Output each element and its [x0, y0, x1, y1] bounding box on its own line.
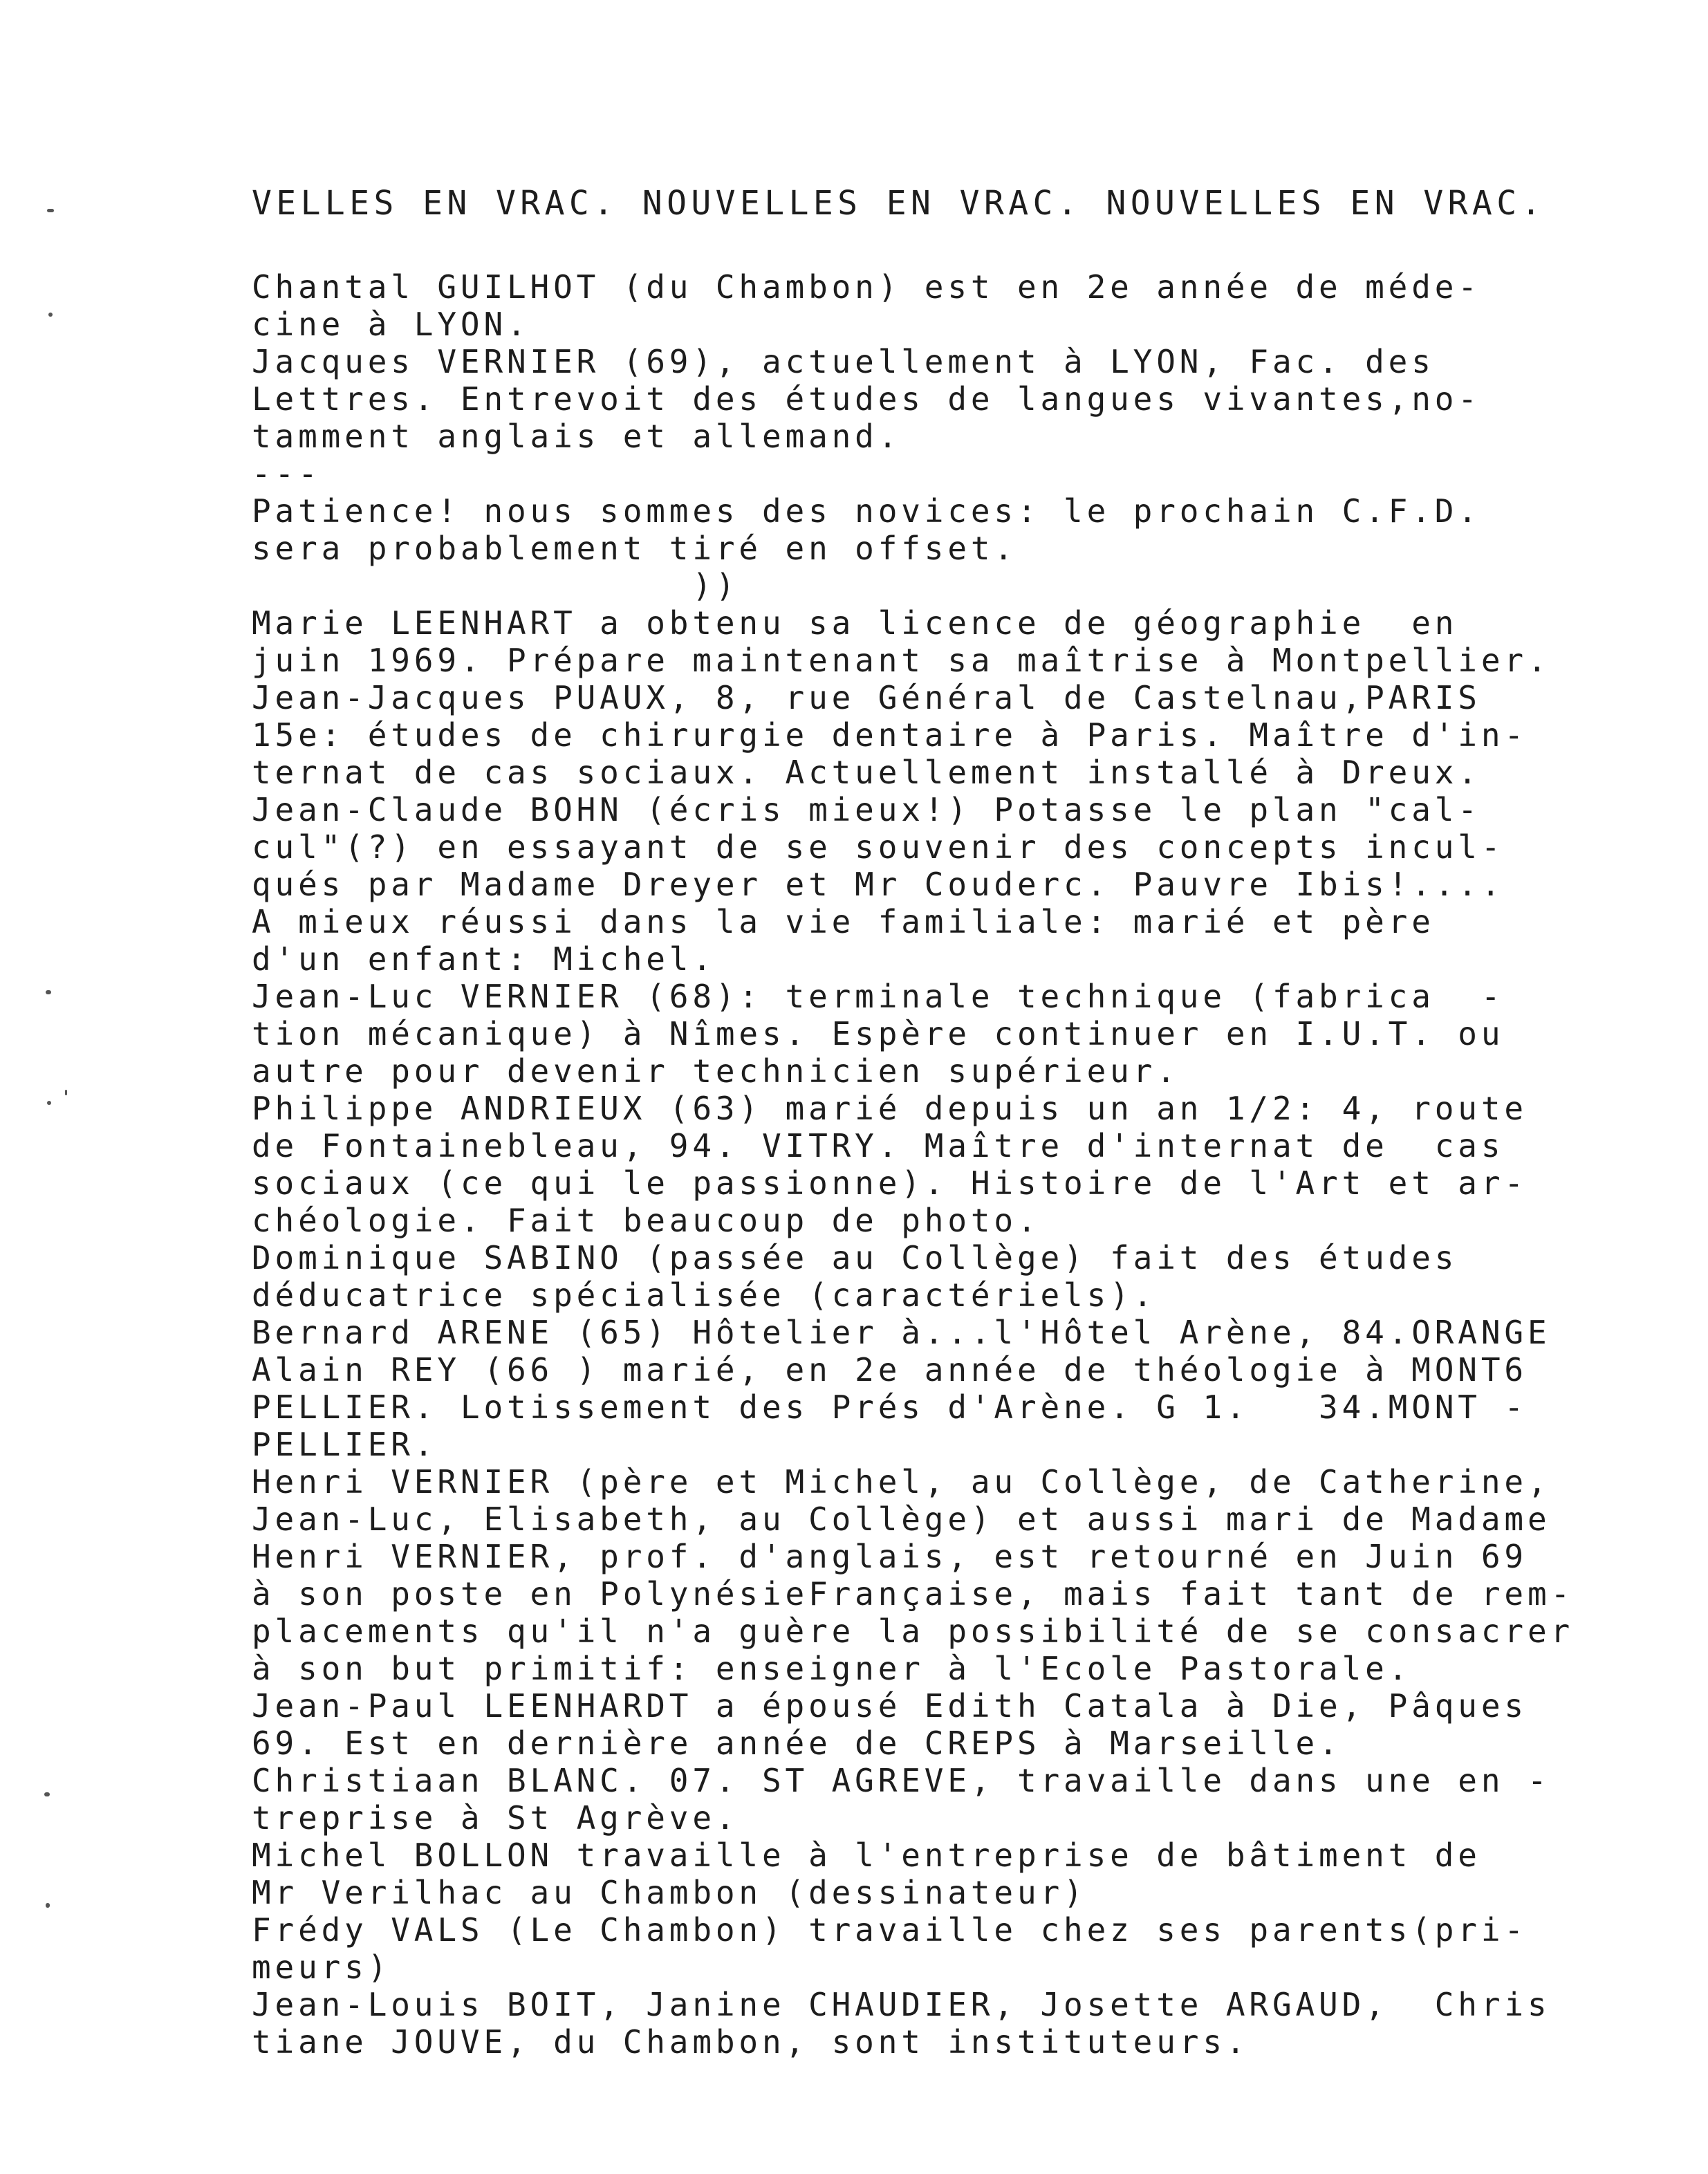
- text-line: de Fontainebleau, 94. VITRY. Maître d'internat de cas: [252, 1127, 1505, 1164]
- text-line: Chantal GUILHOT (du Chambon) est en 2e année de méde-: [252, 268, 1481, 306]
- text-line: placements qu'il n'a guère la possibilité de se consacrer: [252, 1613, 1575, 1650]
- text-line: Jacques VERNIER (69), actuellement à LYON, Fac. des: [252, 343, 1435, 380]
- text-line: 69. Est en dernière année de CREPS à Marseille.: [252, 1725, 1342, 1762]
- margin-speck: [47, 1101, 51, 1105]
- margin-speck: [47, 209, 54, 212]
- text-line: tiane JOUVE, du Chambon, sont instituteurs.: [252, 2023, 1250, 2061]
- text-line: 15e: études de chirurgie dentaire à Paris. Maître d'in-: [252, 716, 1528, 754]
- margin-speck: [46, 1903, 50, 1908]
- text-line: Philippe ANDRIEUX (63) marié depuis un an 1/2: 4, route: [252, 1090, 1528, 1127]
- text-line: Jean-Luc, Elisabeth, au Collège) et aussi mari de Madame: [252, 1501, 1551, 1538]
- margin-speck: [46, 990, 51, 994]
- text-line: Michel BOLLON travaille à l'entreprise de bâtiment de: [252, 1837, 1481, 1874]
- text-line: Bernard ARENE (65) Hôtelier à...l'Hôtel Arène, 84.ORANGE: [252, 1314, 1551, 1351]
- text-line: à son but primitif: enseigner à l'Ecole Pastorale.: [252, 1650, 1412, 1687]
- text-line: Dominique SABINO (passée au Collège) fait des études: [252, 1239, 1458, 1276]
- text-line: meurs): [252, 1949, 391, 1986]
- text-line: juin 1969. Prépare maintenant sa maîtrise à Montpellier.: [252, 642, 1551, 679]
- text-line: Christiaan BLANC. 07. ST AGREVE, travaille dans une en -: [252, 1762, 1551, 1799]
- text-line: à son poste en PolynésieFrançaise, mais fait tant de rem-: [252, 1575, 1575, 1613]
- text-line: Lettres. Entrevoit des études de langues vivantes,no-: [252, 380, 1481, 418]
- text-line: PELLIER. Lotissement des Prés d'Arène. G 1. 34.MONT -: [252, 1388, 1528, 1426]
- margin-speck: [48, 313, 53, 317]
- text-line: Jean-Claude BOHN (écris mieux!) Potasse le plan "cal-: [252, 791, 1481, 828]
- text-line: Marie LEENHART a obtenu sa licence de géographie en: [252, 604, 1458, 642]
- ornament-line: )): [252, 567, 739, 604]
- text-line: autre pour devenir technicien supérieur.: [252, 1052, 1180, 1090]
- margin-speck: [44, 1792, 50, 1796]
- text-line: cine à LYON.: [252, 306, 530, 343]
- text-line: d'un enfant: Michel.: [252, 940, 716, 978]
- news-text-block: [252, 268, 1676, 2061]
- text-line: Alain REY (66 ) marié, en 2e année de théologie à MONT6: [252, 1351, 1528, 1388]
- text-line: tion mécanique) à Nîmes. Espère continuer en I.U.T. ou: [252, 1015, 1505, 1052]
- text-line: qués par Madame Dreyer et Mr Couderc. Pauvre Ibis!....: [252, 866, 1505, 903]
- text-line: Henri VERNIER, prof. d'anglais, est retourné en Juin 69: [252, 1538, 1528, 1575]
- text-line: PELLIER.: [252, 1426, 438, 1463]
- text-line: treprise à St Agrève.: [252, 1799, 739, 1837]
- running-header: VELLES EN VRAC. NOUVELLES EN VRAC. NOUVELLES EN VRAC.: [252, 184, 1545, 223]
- text-line: Jean-Luc VERNIER (68): terminale technique (fabrica -: [252, 978, 1505, 1015]
- text-line: ternat de cas sociaux. Actuellement installé à Dreux.: [252, 754, 1481, 791]
- text-line: Jean-Louis BOIT, Janine CHAUDIER, Josette ARGAUD, Chris: [252, 1986, 1551, 2023]
- text-line: chéologie. Fait beaucoup de photo.: [252, 1202, 1041, 1239]
- text-line: déducatrice spécialisée (caractériels).: [252, 1276, 1157, 1314]
- text-line: sera probablement tiré en offset.: [252, 530, 1017, 567]
- text-line: Henri VERNIER (père et Michel, au Collège, de Catherine,: [252, 1463, 1551, 1501]
- text-line: Jean-Jacques PUAUX, 8, rue Général de Castelnau,PARIS: [252, 679, 1481, 716]
- text-line: cul"(?) en essayant de se souvenir des concepts incul-: [252, 828, 1505, 866]
- text-line: Jean-Paul LEENHARDT a épousé Edith Catala à Die, Pâques: [252, 1687, 1528, 1725]
- text-line: Mr Verilhac au Chambon (dessinateur): [252, 1874, 1087, 1911]
- text-line: tamment anglais et allemand.: [252, 418, 902, 455]
- separator-line: ---: [252, 455, 322, 492]
- text-line: A mieux réussi dans la vie familiale: marié et père: [252, 903, 1435, 940]
- margin-speck: [65, 1090, 67, 1095]
- text-line: Patience! nous sommes des novices: le prochain C.F.D.: [252, 492, 1481, 530]
- text-line: Frédy VALS (Le Chambon) travaille chez ses parents(pri-: [252, 1911, 1528, 1949]
- text-line: sociaux (ce qui le passionne). Histoire de l'Art et ar-: [252, 1164, 1528, 1202]
